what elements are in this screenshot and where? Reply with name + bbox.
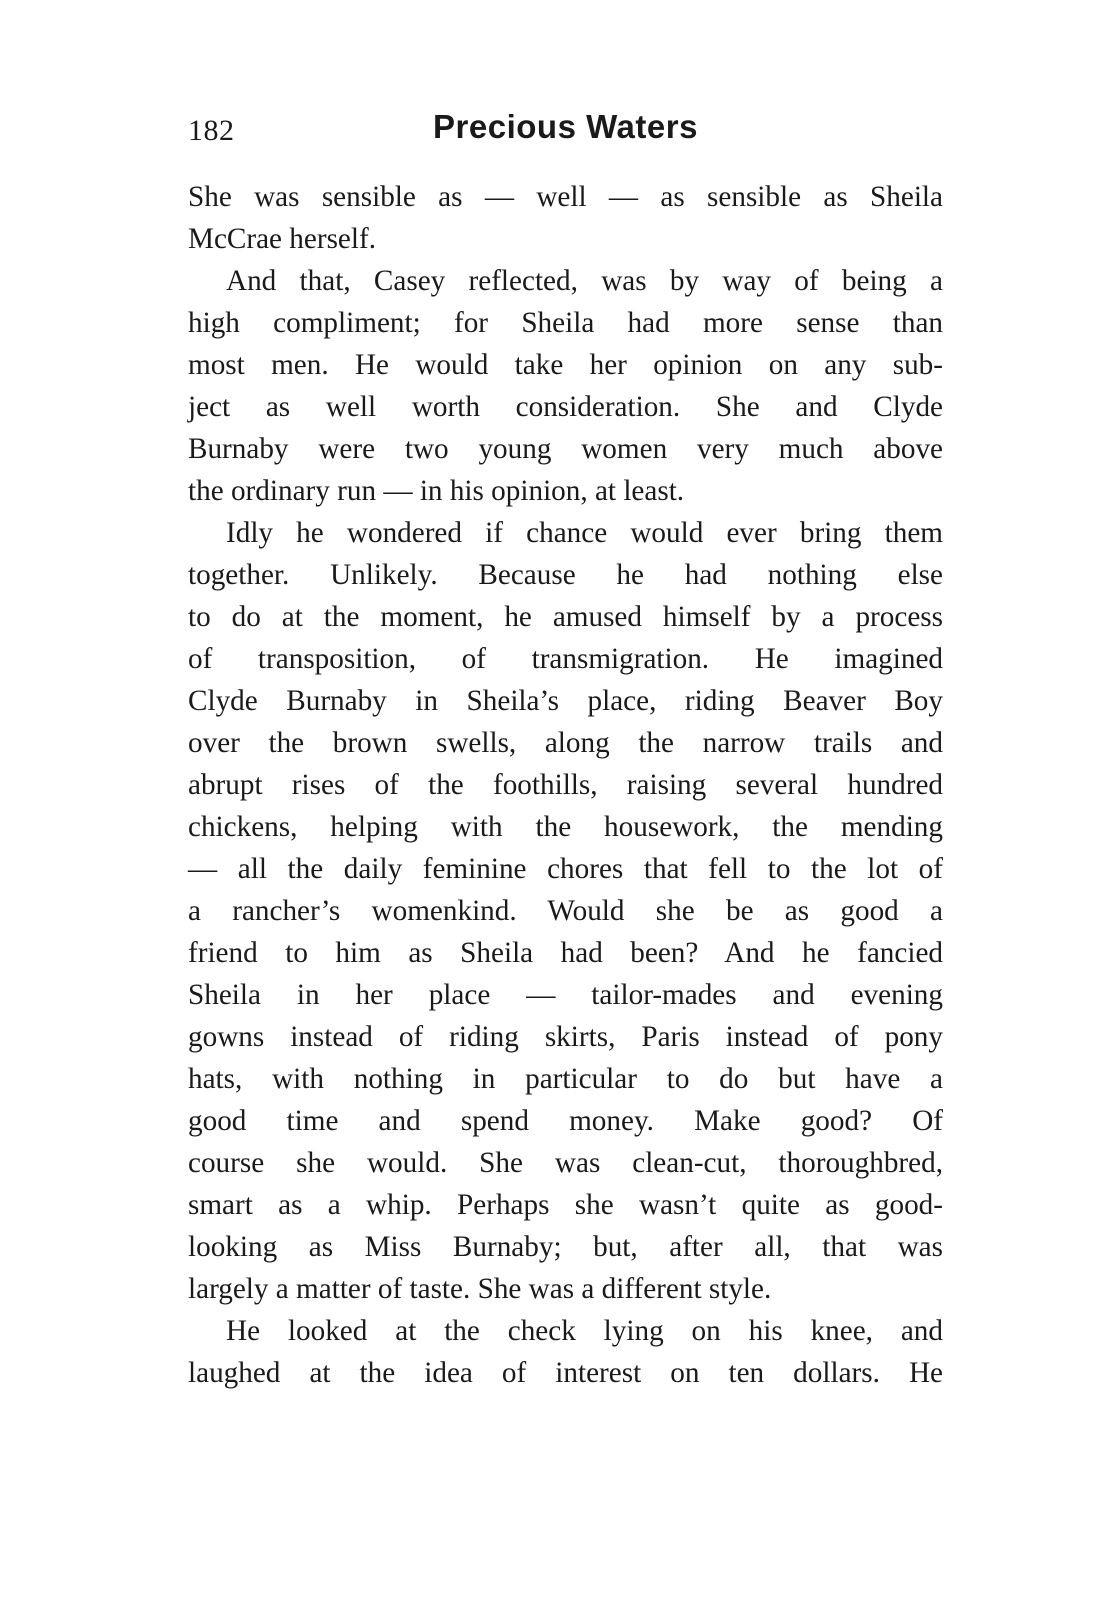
text-line: friend to him as Sheila had been? And he fancied xyxy=(188,937,943,969)
text-line: good time and spend money. Make good? Of xyxy=(188,1105,943,1137)
text-line: over the brown swells, along the narrow trails and xyxy=(188,727,943,759)
text-line: McCrae herself. xyxy=(188,223,377,255)
paragraph xyxy=(188,512,943,1310)
text-line: gowns instead of riding skirts, Paris instead of pony xyxy=(188,1021,943,1053)
text-line: most men. He would take her opinion on any sub- xyxy=(188,349,943,381)
text-line: And that, Casey reflected, was by way of being a xyxy=(226,265,943,297)
paragraph xyxy=(188,1310,943,1394)
page-header xyxy=(188,108,943,158)
text-line: Idly he wondered if chance would ever bring them xyxy=(226,517,943,549)
text-line: abrupt rises of the foothills, raising several hundred xyxy=(188,769,943,801)
page-number: 182 xyxy=(188,114,235,147)
text-line: a rancher’s womenkind. Would she be as good a xyxy=(188,895,943,927)
paragraph xyxy=(188,176,943,260)
text-line: hats, with nothing in particular to do but have a xyxy=(188,1063,943,1095)
text-line: chickens, helping with the housework, the mending xyxy=(188,811,943,843)
text-line: the ordinary run — in his opinion, at least. xyxy=(188,475,685,507)
text-line: looking as Miss Burnaby; but, after all, that was xyxy=(188,1231,943,1263)
text-line: laughed at the idea of interest on ten dollars. He xyxy=(188,1357,943,1389)
text-line: ject as well worth consideration. She and Clyde xyxy=(188,391,943,423)
text-line: to do at the moment, he amused himself by a process xyxy=(188,601,943,633)
text-line: He looked at the check lying on his knee, and xyxy=(226,1315,943,1347)
running-title: Precious Waters xyxy=(433,108,698,145)
text-line: of transposition, of transmigration. He imagined xyxy=(188,643,943,675)
text-line: — all the daily feminine chores that fell to the lot of xyxy=(188,853,943,885)
body-text xyxy=(188,176,943,1394)
text-line: course she would. She was clean-cut, thoroughbred, xyxy=(188,1147,943,1179)
text-line: smart as a whip. Perhaps she wasn’t quite as good- xyxy=(188,1189,943,1221)
text-line: together. Unlikely. Because he had nothing else xyxy=(188,559,943,591)
paragraph xyxy=(188,260,943,512)
text-line: Burnaby were two young women very much above xyxy=(188,433,943,465)
text-line: largely a matter of taste. She was a different style. xyxy=(188,1273,772,1305)
text-line: Sheila in her place — tailor-mades and evening xyxy=(188,979,943,1011)
text-line: She was sensible as — well — as sensible as Sheila xyxy=(188,181,943,213)
text-line: high compliment; for Sheila had more sense than xyxy=(188,307,943,339)
text-line: Clyde Burnaby in Sheila’s place, riding Beaver Boy xyxy=(188,685,943,717)
